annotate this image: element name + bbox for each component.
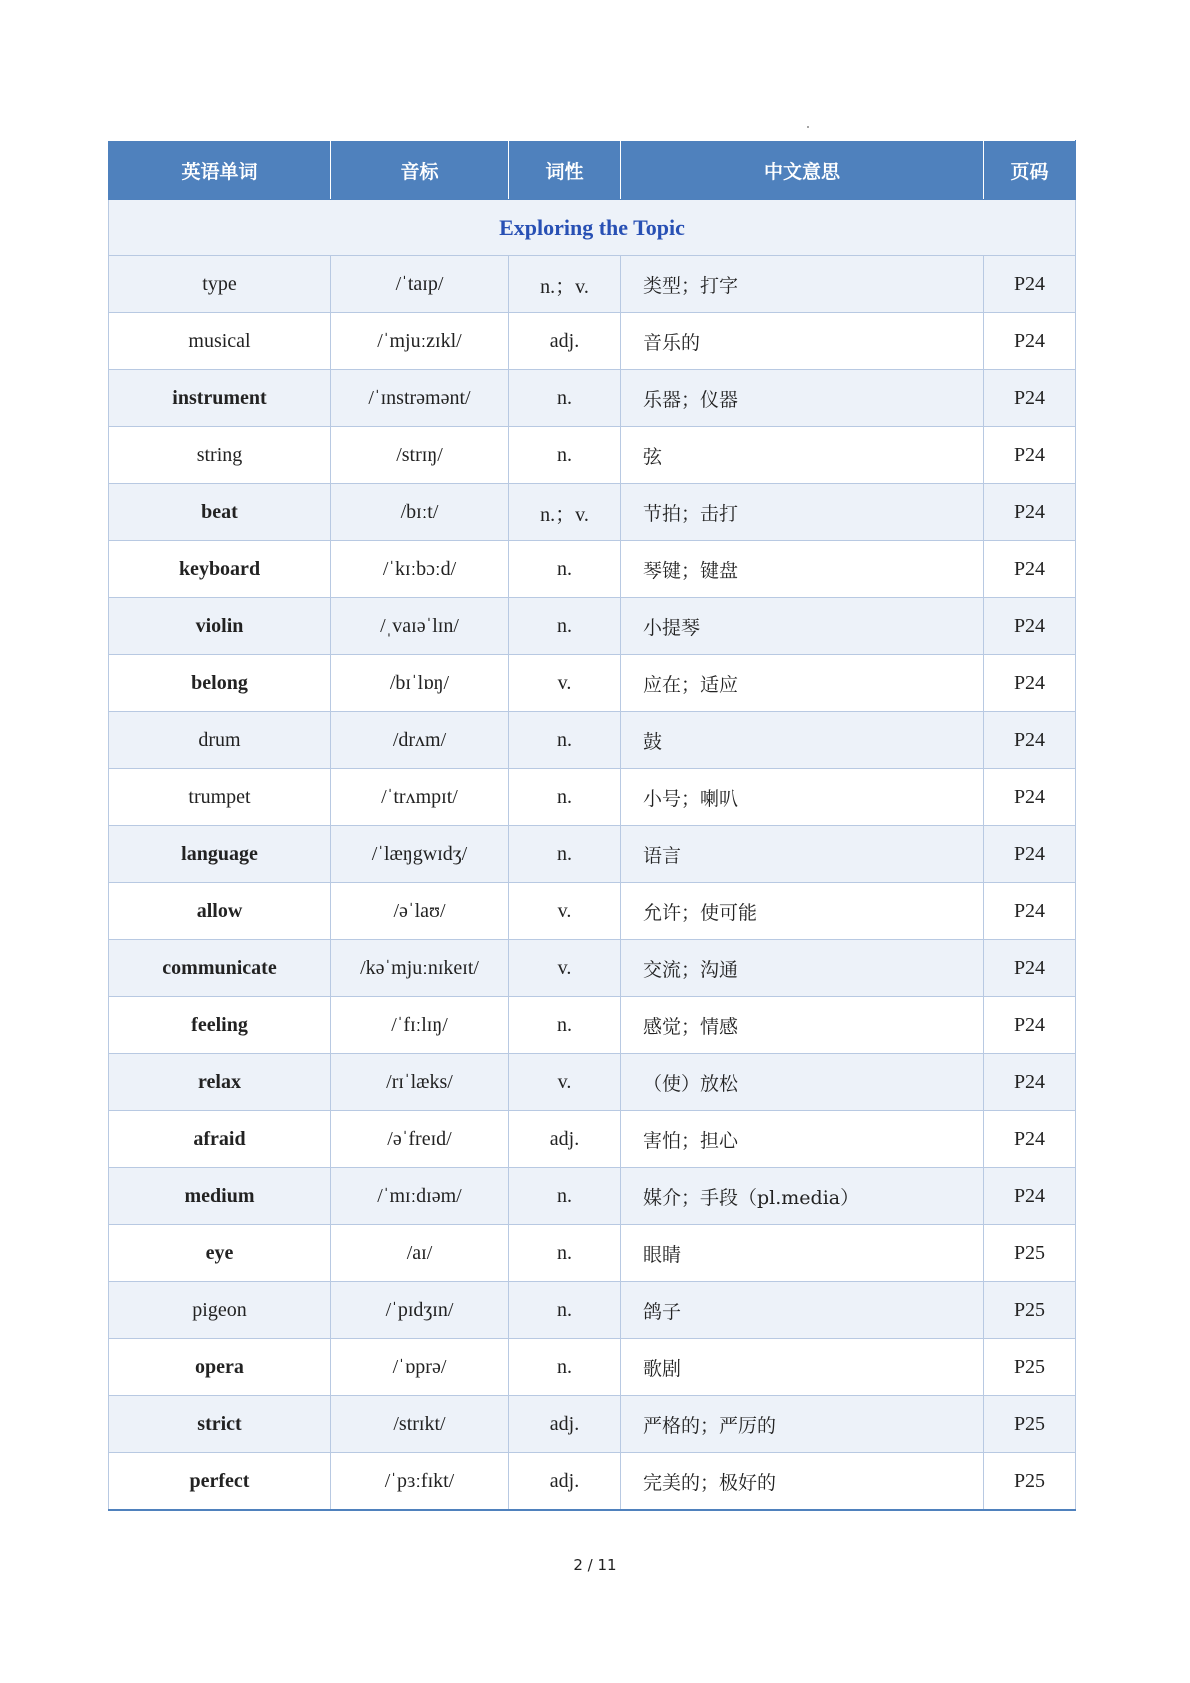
cell-part-of-speech: n. (509, 541, 621, 598)
cell-phonetic: /drʌm/ (331, 712, 509, 769)
cell-phonetic: /ˈɒprə/ (331, 1339, 509, 1396)
header-page: 页码 (984, 141, 1076, 200)
cell-word: violin (109, 598, 331, 655)
cell-page: P24 (984, 997, 1076, 1054)
cell-page: P24 (984, 313, 1076, 370)
page-number: 2 / 11 (573, 1556, 617, 1574)
cell-part-of-speech: n. (509, 1339, 621, 1396)
cell-word: trumpet (109, 769, 331, 826)
table-row (109, 826, 1076, 883)
cell-part-of-speech: n. (509, 427, 621, 484)
cell-meaning: 类型；打字 (621, 256, 984, 313)
table-row (109, 655, 1076, 712)
cell-meaning: 严格的；严厉的 (621, 1396, 984, 1453)
cell-word: strict (109, 1396, 331, 1453)
table-header-row (109, 141, 1076, 200)
table-row (109, 484, 1076, 541)
cell-page: P24 (984, 826, 1076, 883)
table-row (109, 1282, 1076, 1339)
cell-meaning: 应在；适应 (621, 655, 984, 712)
cell-part-of-speech: v. (509, 883, 621, 940)
cell-meaning: 节拍；击打 (621, 484, 984, 541)
cell-phonetic: /ˈtaɪp/ (331, 256, 509, 313)
cell-page: P24 (984, 940, 1076, 997)
cell-page: P25 (984, 1396, 1076, 1453)
cell-phonetic: /ˈfɪːlɪŋ/ (331, 997, 509, 1054)
cell-phonetic: /ˈtrʌmpɪt/ (331, 769, 509, 826)
cell-word: musical (109, 313, 331, 370)
table-row (109, 370, 1076, 427)
cell-word: eye (109, 1225, 331, 1282)
cell-phonetic: /ˈpɪdʒɪn/ (331, 1282, 509, 1339)
cell-page: P24 (984, 1168, 1076, 1225)
section-title: Exploring the Topic (109, 200, 1076, 256)
table-row (109, 1111, 1076, 1168)
cell-part-of-speech: n.；v. (509, 256, 621, 313)
table-row (109, 541, 1076, 598)
table-row (109, 1054, 1076, 1111)
cell-phonetic: /kəˈmjuːnɪkeɪt/ (331, 940, 509, 997)
table-row (109, 1168, 1076, 1225)
cell-phonetic: /ˈmjuːzɪkl/ (331, 313, 509, 370)
cell-page: P24 (984, 541, 1076, 598)
cell-word: language (109, 826, 331, 883)
cell-page: P24 (984, 769, 1076, 826)
cell-word: drum (109, 712, 331, 769)
cell-part-of-speech: v. (509, 655, 621, 712)
cell-meaning: （使）放松 (621, 1054, 984, 1111)
cell-part-of-speech: n.；v. (509, 484, 621, 541)
cell-meaning: 眼睛 (621, 1225, 984, 1282)
table-row (109, 883, 1076, 940)
cell-part-of-speech: v. (509, 940, 621, 997)
vocabulary-table (108, 140, 1076, 1511)
cell-part-of-speech: n. (509, 826, 621, 883)
cell-word: medium (109, 1168, 331, 1225)
cell-word: relax (109, 1054, 331, 1111)
cell-word: perfect (109, 1453, 331, 1511)
cell-meaning: 乐器；仪器 (621, 370, 984, 427)
cell-word: afraid (109, 1111, 331, 1168)
header-phonetic: 音标 (331, 141, 509, 200)
table-row (109, 1225, 1076, 1282)
header-english-word: 英语单词 (109, 141, 331, 200)
cell-page: P24 (984, 256, 1076, 313)
table-row (109, 1339, 1076, 1396)
cell-phonetic: /ˌvaɪəˈlɪn/ (331, 598, 509, 655)
cell-phonetic: /strɪkt/ (331, 1396, 509, 1453)
cell-page: P24 (984, 1111, 1076, 1168)
cell-page: P24 (984, 655, 1076, 712)
cell-page: P24 (984, 598, 1076, 655)
cell-page: P24 (984, 427, 1076, 484)
cell-phonetic: /əˈlaʊ/ (331, 883, 509, 940)
cell-word: feeling (109, 997, 331, 1054)
cell-part-of-speech: n. (509, 1168, 621, 1225)
cell-meaning: 小号；喇叭 (621, 769, 984, 826)
cell-page: P24 (984, 1054, 1076, 1111)
table-row (109, 427, 1076, 484)
cell-word: beat (109, 484, 331, 541)
cell-phonetic: /ˈlæŋgwɪdʒ/ (331, 826, 509, 883)
cell-meaning: 交流；沟通 (621, 940, 984, 997)
cell-word: belong (109, 655, 331, 712)
page-dot (807, 126, 809, 128)
cell-phonetic: /aɪ/ (331, 1225, 509, 1282)
cell-part-of-speech: n. (509, 370, 621, 427)
cell-part-of-speech: n. (509, 598, 621, 655)
cell-part-of-speech: n. (509, 997, 621, 1054)
cell-meaning: 允许；使可能 (621, 883, 984, 940)
cell-part-of-speech: adj. (509, 1396, 621, 1453)
header-chinese-meaning: 中文意思 (621, 141, 984, 200)
cell-phonetic: /bɪˈlɒŋ/ (331, 655, 509, 712)
cell-meaning: 鸽子 (621, 1282, 984, 1339)
table-row (109, 940, 1076, 997)
cell-page: P25 (984, 1282, 1076, 1339)
cell-word: type (109, 256, 331, 313)
cell-phonetic: /ˈɪnstrəmənt/ (331, 370, 509, 427)
table-row (109, 997, 1076, 1054)
cell-meaning: 琴键；键盘 (621, 541, 984, 598)
cell-meaning: 歌剧 (621, 1339, 984, 1396)
cell-meaning: 音乐的 (621, 313, 984, 370)
cell-word: instrument (109, 370, 331, 427)
table-row (109, 598, 1076, 655)
table-row (109, 712, 1076, 769)
cell-meaning: 完美的；极好的 (621, 1453, 984, 1511)
cell-meaning: 媒介；手段（pl.media） (621, 1168, 984, 1225)
header-part-of-speech: 词性 (509, 141, 621, 200)
cell-page: P25 (984, 1225, 1076, 1282)
cell-page: P25 (984, 1339, 1076, 1396)
cell-phonetic: /strɪŋ/ (331, 427, 509, 484)
cell-phonetic: /ˈpɜːfɪkt/ (331, 1453, 509, 1511)
cell-meaning: 语言 (621, 826, 984, 883)
cell-page: P24 (984, 484, 1076, 541)
cell-part-of-speech: n. (509, 769, 621, 826)
cell-phonetic: /bɪːt/ (331, 484, 509, 541)
table-row (109, 769, 1076, 826)
section-row (109, 200, 1076, 256)
table-row (109, 1396, 1076, 1453)
cell-part-of-speech: n. (509, 1282, 621, 1339)
cell-word: allow (109, 883, 331, 940)
table-row (109, 256, 1076, 313)
cell-part-of-speech: n. (509, 712, 621, 769)
cell-word: keyboard (109, 541, 331, 598)
cell-page: P24 (984, 370, 1076, 427)
cell-phonetic: /rɪˈlæks/ (331, 1054, 509, 1111)
cell-word: communicate (109, 940, 331, 997)
cell-word: pigeon (109, 1282, 331, 1339)
cell-phonetic: /ˈkɪːbɔːd/ (331, 541, 509, 598)
cell-part-of-speech: adj. (509, 313, 621, 370)
table-row (109, 1453, 1076, 1511)
cell-phonetic: /ˈmɪːdɪəm/ (331, 1168, 509, 1225)
cell-part-of-speech: adj. (509, 1111, 621, 1168)
cell-meaning: 鼓 (621, 712, 984, 769)
cell-part-of-speech: adj. (509, 1453, 621, 1511)
table-row (109, 313, 1076, 370)
cell-part-of-speech: n. (509, 1225, 621, 1282)
cell-page: P25 (984, 1453, 1076, 1511)
cell-meaning: 感觉；情感 (621, 997, 984, 1054)
cell-meaning: 害怕；担心 (621, 1111, 984, 1168)
cell-part-of-speech: v. (509, 1054, 621, 1111)
cell-meaning: 弦 (621, 427, 984, 484)
cell-page: P24 (984, 883, 1076, 940)
cell-page: P24 (984, 712, 1076, 769)
cell-word: string (109, 427, 331, 484)
cell-word: opera (109, 1339, 331, 1396)
cell-meaning: 小提琴 (621, 598, 984, 655)
cell-phonetic: /əˈfreɪd/ (331, 1111, 509, 1168)
